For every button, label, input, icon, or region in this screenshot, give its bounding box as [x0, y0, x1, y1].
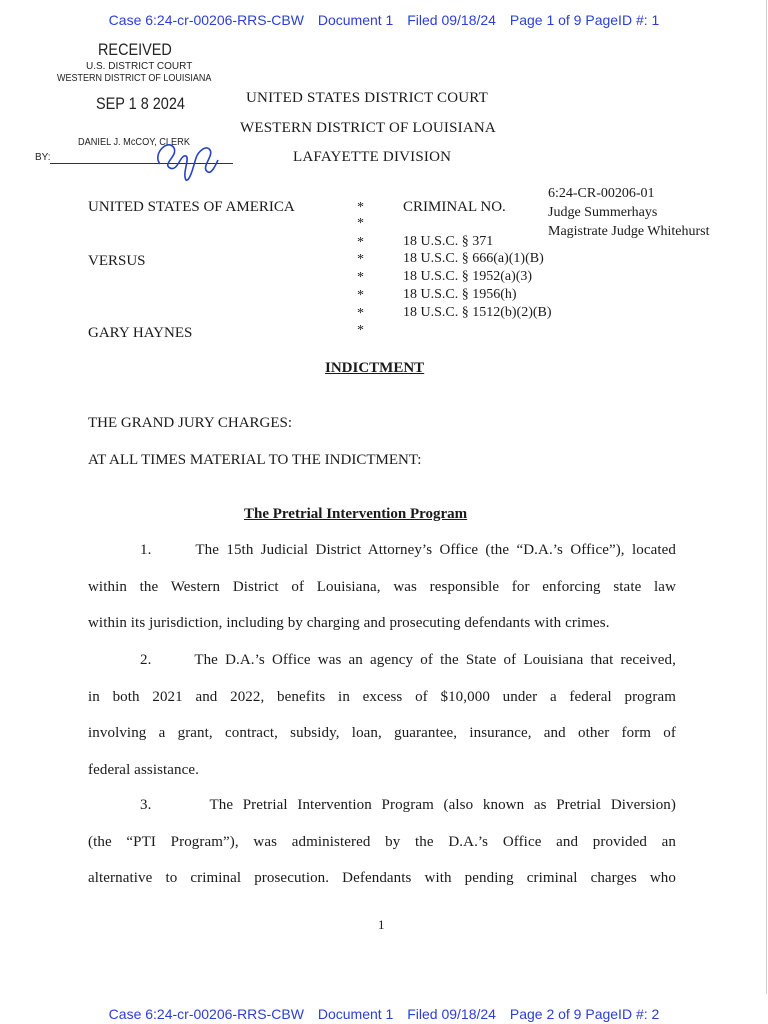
caption-star: * [357, 235, 364, 250]
judge-name: Judge Summerhays [548, 205, 658, 220]
paragraph-line: alternative to criminal prosecution. Defendants with pending criminal charges who [88, 870, 676, 886]
statute-line: 18 U.S.C. § 1952(a)(3) [403, 269, 533, 284]
caption-star: * [357, 216, 364, 231]
caption-star: * [357, 306, 364, 321]
paragraph-1 [88, 532, 676, 642]
stamp-clerk: DANIEL J. McCOY, CLERK [78, 137, 190, 148]
caption-star: * [357, 200, 364, 215]
document-title: INDICTMENT [325, 360, 425, 376]
court-division: LAFAYETTE DIVISION [293, 149, 452, 165]
paragraph-line: federal assistance. [88, 761, 200, 778]
grand-jury-charges: THE GRAND JURY CHARGES: [88, 415, 293, 431]
ecf-case-number: Case 6:24-cr-00206-RRS-CBW [108, 12, 304, 28]
stamp-received: RECEIVED [98, 40, 172, 59]
stamp-district: WESTERN DISTRICT OF LOUISIANA [57, 73, 212, 84]
paragraph-number: 1. [140, 542, 152, 558]
ecf-header-next-page [0, 1006, 768, 1022]
case-number: 6:24-CR-00206-01 [548, 186, 655, 201]
paragraph-line: (the “PTI Program”), was administered by the D.A.’s Office and provided an [88, 833, 676, 850]
statute-line: 18 U.S.C. § 1512(b)(2)(B) [403, 305, 552, 320]
paragraph-line: in both 2021 and 2022, benefits in excess of $10,000 under a federal program [88, 688, 676, 705]
caption-versus: VERSUS [88, 253, 146, 269]
ecf-filed-date: Filed 09/18/24 [407, 1006, 496, 1022]
page-edge [766, 0, 767, 994]
page-number: 1 [378, 917, 385, 932]
court-name: UNITED STATES DISTRICT COURT [246, 90, 488, 106]
paragraph-2 [88, 642, 676, 788]
paragraph-number: 2. [140, 652, 152, 668]
stamp-court: U.S. DISTRICT COURT [86, 61, 193, 72]
caption-star: * [357, 252, 364, 267]
magistrate-name: Magistrate Judge Whitehurst [548, 224, 710, 239]
caption-star: * [357, 270, 364, 285]
paragraph-line: The D.A.’s Office was an agency of the State of Louisiana that received, [194, 652, 676, 668]
material-times: AT ALL TIMES MATERIAL TO THE INDICTMENT: [88, 452, 422, 468]
ecf-filed-date: Filed 09/18/24 [407, 12, 496, 28]
paragraph-line: within the Western District of Louisiana, was responsible for enforcing state law [88, 578, 676, 595]
clerk-signature [150, 134, 220, 184]
ecf-header [0, 12, 768, 28]
stamp-by-label: BY: [35, 152, 51, 163]
ecf-page-info: Page 1 of 9 PageID #: 1 [509, 12, 660, 28]
statute-line: 18 U.S.C. § 1956(h) [403, 287, 517, 302]
caption-defendant: GARY HAYNES [88, 325, 193, 341]
statute-line: 18 U.S.C. § 666(a)(1)(B) [403, 251, 544, 266]
paragraph-line: The 15th Judicial District Attorney’s Office (the “D.A.’s Office”), located [195, 542, 676, 558]
paragraph-line: involving a grant, contract, subsidy, loan, guarantee, insurance, and other form of [88, 725, 676, 741]
paragraph-line: within its jurisdiction, including by charging and prosecuting defendants with crimes. [88, 615, 610, 631]
criminal-no-label: CRIMINAL NO. [403, 199, 506, 215]
paragraph-line: The Pretrial Intervention Program (also known as Pretrial Diversion) [209, 797, 676, 813]
ecf-page-info: Page 2 of 9 PageID #: 2 [509, 1006, 660, 1022]
caption-star: * [357, 288, 364, 303]
section-heading: The Pretrial Intervention Program [244, 506, 468, 522]
court-district: WESTERN DISTRICT OF LOUISIANA [240, 120, 496, 136]
paragraph-number: 3. [140, 797, 152, 813]
statute-line: 18 U.S.C. § 371 [403, 234, 494, 249]
stamp-date: SEP 1 8 2024 [96, 94, 185, 113]
ecf-document: Document 1 [317, 12, 394, 28]
paragraph-3 [88, 787, 676, 897]
ecf-document: Document 1 [317, 1006, 394, 1022]
caption-star: * [357, 323, 364, 338]
caption-plaintiff: UNITED STATES OF AMERICA [88, 199, 295, 215]
ecf-case-number: Case 6:24-cr-00206-RRS-CBW [108, 1006, 304, 1022]
